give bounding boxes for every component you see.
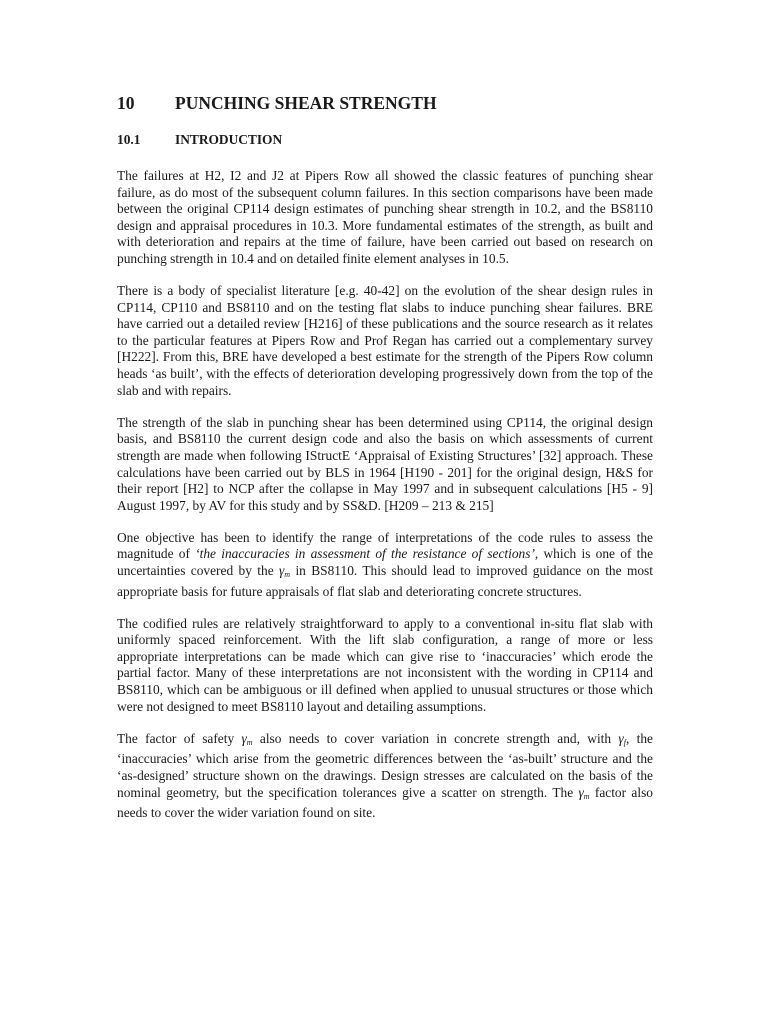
document-page [117,92,653,837]
paragraph-4-text-a: One objective has been to identify the range of interpretations of the code rules to assess the magnitude of [117,529,653,562]
section-number: 10.1 [117,132,141,147]
gamma-symbol: γ [241,730,247,746]
paragraph-6 [117,731,653,822]
gamma-subscript: m [284,569,291,579]
chapter-title: PUNCHING SHEAR STRENGTH [175,93,437,113]
paragraph-6-text-a: The factor of safety [117,730,242,746]
gamma-symbol: γ [279,562,285,578]
chapter-heading [117,92,653,114]
paragraph-4 [117,530,653,600]
paragraph-6-text-d: factor also needs to cover the wider variation found on site. [117,784,653,821]
paragraph-6-text-c: , the ‘inaccuracies’ which arise from the geometric differences between the ‘as-built’ structure and the ‘as-designed’ structure shown on the drawings. Design stresses are calculated on the basis of the nominal geometry, but the specification tolerances give a scatter on strength. The [117,730,653,800]
gamma-symbol: γ [618,730,624,746]
paragraph-6-text-b: also needs to cover variation in concrete strength and, with [252,730,619,746]
gamma-subscript: f [623,737,626,747]
paragraph-1: The failures at H2, I2 and J2 at Pipers Row all showed the classic features of punching shear failure, as do most of the subsequent column failures. In this section comparisons have been made between the original CP114 design estimates of punching shear strength in 10.2, and the BS8110 design and appraisal procedures in 10.3. More fundamental estimates of the strength, as built and with deterioration and repairs at the time of failure, have been carried out based on research on punching strength in 10.4 and on detailed finite element analyses in 10.5. [117,168,653,266]
gamma-subscript: m [583,791,590,801]
paragraph-3: The strength of the slab in punching shear has been determined using CP114, the original design basis, and BS8110 the current design code and also the basis on which assessments of current strength are made when following IStructE ‘Appraisal of Existing Structures’ [32] approach. These calculations have been carried out by BLS in 1964 [H190 - 201] for the original design, H&S for their report [H2] to NCP after the collapse in May 1997 and in subsequent calculations [H5 - 9] August 1997, by AV for this study and by SS&D. [H209 – 213 & 215] [117,414,653,513]
paragraph-4-quote: ‘the inaccuracies in assessment of the resistance of sections’ [195,546,535,562]
paragraph-4-text-c: in BS8110. This should lead to improved guidance on the most appropriate basis for future appraisals of flat slab and deteriorating concrete structures. [117,562,653,599]
chapter-number: 10 [117,93,135,113]
gamma-subscript: m [246,737,253,747]
paragraph-4-text-b: , which is one of the uncertainties covered by the [117,546,654,578]
paragraph-2: There is a body of specialist literature [e.g. 40-42] on the evolution of the shear design rules in CP114, CP110 and BS8110 and on the testing flat slabs to induce punching shear failures. BRE have carried out a detailed review [H216] of these publications and the source research as it relates to the particular features at Pipers Row and Prof Regan has carried out a complementary survey [H222]. From this, BRE have developed a best estimate for the strength of the Pipers Row column heads ‘as built’, with the effects of deterioration developing progressively down from the top of the slab and with repairs. [117,283,653,398]
section-heading [117,131,653,149]
paragraph-5: The codified rules are relatively straightforward to apply to a conventional in-situ flat slab with uniformly spaced reinforcement. With the lift slab configuration, a range of more or less appropriate interpretations can be made which can give rise to ‘inaccuracies’ which erode the partial factor. Many of these interpretations are not inconsistent with the wording in CP114 and BS8110, which can be ambiguous or ill defined when applied to unusual structures or those which were not designed to meet BS8110 layout and detailing assumptions. [117,615,653,714]
section-title: INTRODUCTION [175,132,283,147]
gamma-symbol: γ [578,784,584,800]
